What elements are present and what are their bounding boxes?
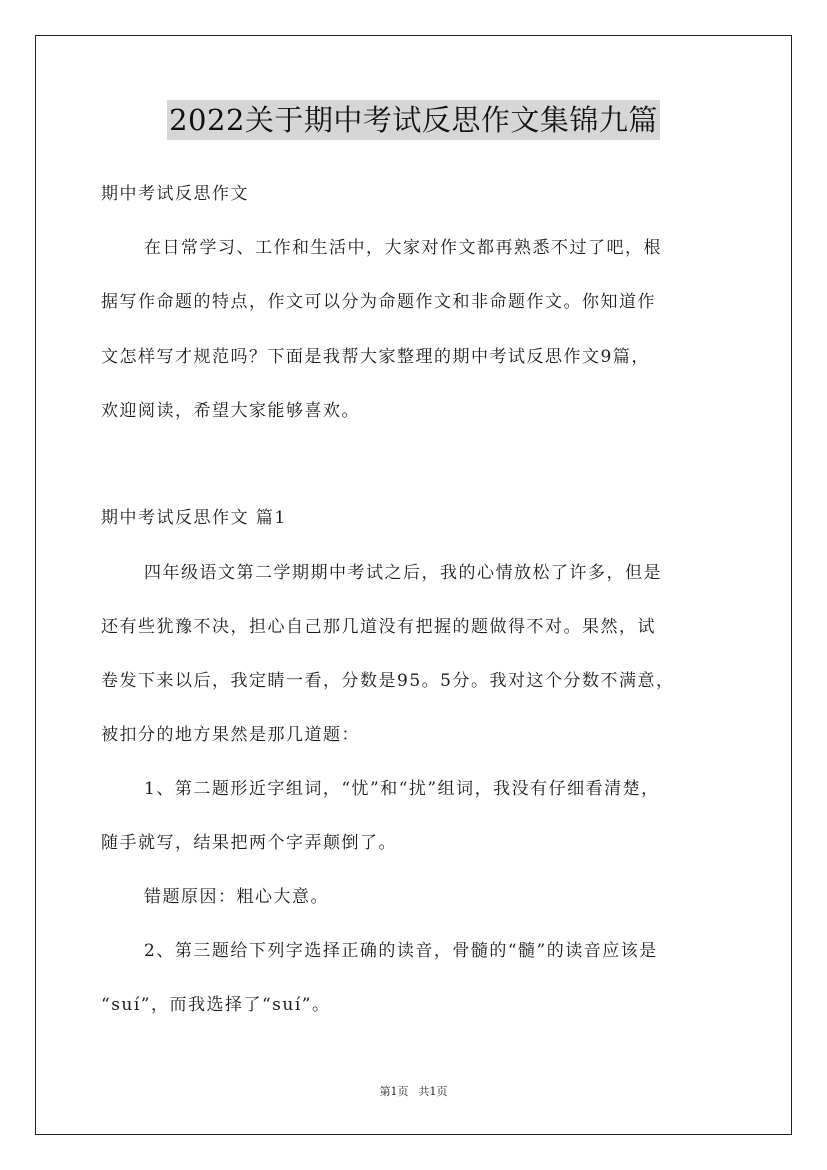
paragraph-line: 2、第三题给下列字选择正确的读音，骨髓的“髓”的读音应该是 [144,941,658,961]
title-container [0,100,827,140]
paragraph-line: 被扣分的地方果然是那几道题： [101,725,360,745]
page-number-total: 共1页 [418,1085,448,1098]
paragraph-line: 欢迎阅读，希望大家能够喜欢。 [101,401,360,421]
page-footer [0,1085,827,1099]
document-title: 2022关于期中考试反思作文集锦九篇 [167,100,660,140]
paragraph-line: 随手就写，结果把两个字弄颠倒了。 [101,833,397,853]
paragraph-line: 据写作命题的特点，作文可以分为命题作文和非命题作文。你知道作 [101,292,656,312]
paragraph-line: 在日常学习、工作和生活中，大家对作文都再熟悉不过了吧，根 [144,238,662,258]
paragraph-line: 错题原因：粗心大意。 [144,887,329,907]
paragraph-line: 四年级语文第二学期期中考试之后，我的心情放松了许多，但是 [144,563,662,583]
page-number-current: 第1页 [379,1085,409,1098]
paragraph-line: 文怎样写才规范吗？下面是我帮大家整理的期中考试反思作文9篇， [101,347,650,367]
section-heading-intro: 期中考试反思作文 [101,184,249,204]
paragraph-line: 1、第二题形近字组词，“忧”和“扰”组词，我没有仔细看清楚， [144,779,660,799]
paragraph-line: 卷发下来以后，我定睛一看，分数是95。5分。我对这个分数不满意， [101,671,675,691]
paragraph-line: “suí”，而我选择了“suí”。 [101,995,331,1015]
section-heading-1: 期中考试反思作文 篇1 [101,508,287,528]
paragraph-line: 还有些犹豫不决，担心自己那几道没有把握的题做得不对。果然，试 [101,617,656,637]
